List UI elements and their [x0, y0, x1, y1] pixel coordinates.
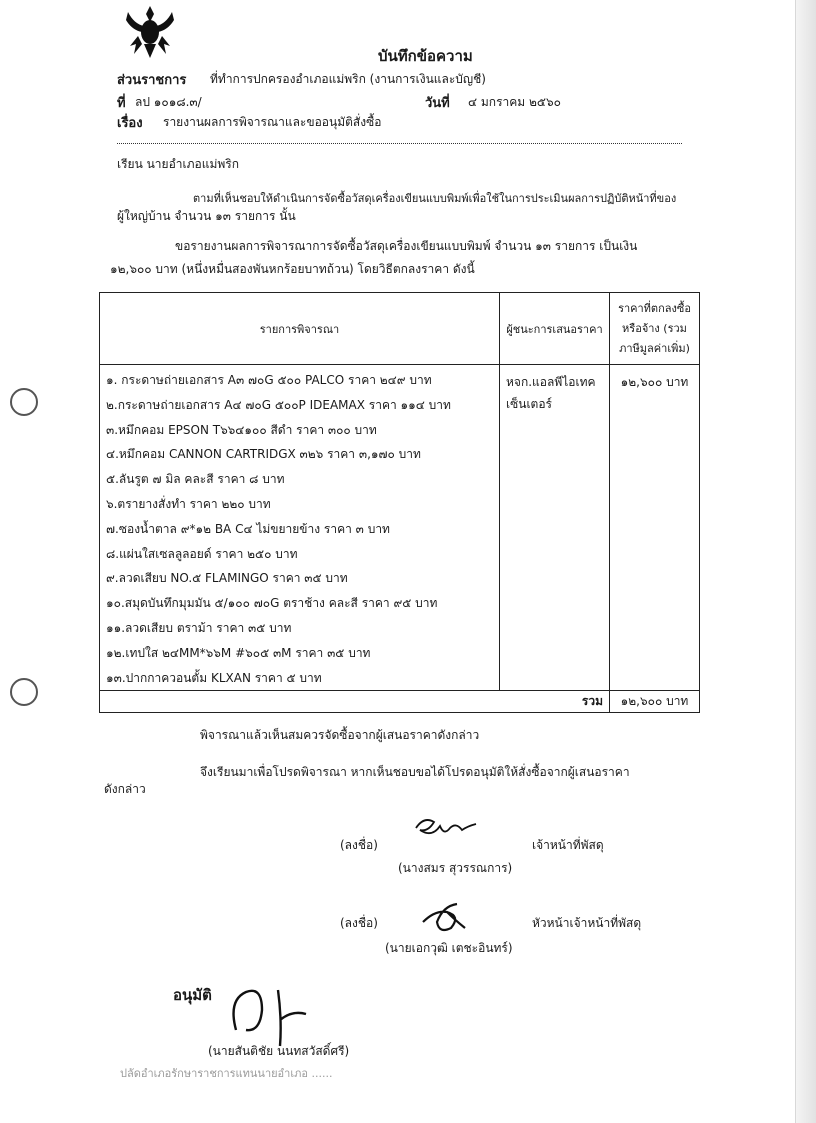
table-body-row — [100, 365, 700, 691]
list-item: ๑๓.ปากกาควอนตั้ม KLXAN ราคา ๕ บาท — [106, 670, 322, 685]
list-item: ๑. กระดาษถ่ายเอกสาร A๓ ๗๐G ๕๐๐ PALCO ราคา ๒๔๙ บาท — [106, 373, 432, 387]
list-item: ๑๒.เทปใส ๒๔MM*๖๖M #๖๐๕ ๓M ราคา ๓๕ บาท — [106, 645, 371, 660]
signature-1 — [410, 812, 480, 846]
approver-title: ปลัดอำเภอรักษาราชการแทนนายอำเภอ ...... — [120, 1067, 333, 1080]
signature-2 — [415, 898, 475, 938]
items-table — [99, 292, 700, 713]
ref-value: ลป ๑๐๑๘.๓/ — [135, 95, 202, 109]
column-header-winner: ผู้ชนะการเสนอราคา — [500, 293, 610, 365]
paragraph-2-line-2: ๑๒,๖๐๐ บาท (หนึ่งหมื่นสองพันหกร้อยบาทถ้วน) โดยวิธีตกลงราคา ดังนี้ — [110, 262, 475, 276]
list-item: ๓.หมึกคอม EPSON T๖๖๔๑๐๐ สีดำ ราคา ๓๐๐ บาท — [106, 422, 377, 437]
price-cell: ๑๒,๖๐๐ บาท — [610, 365, 700, 691]
signer-1-title: เจ้าหน้าที่พัสดุ — [532, 838, 604, 852]
sign-label-1: (ลงชื่อ) — [340, 838, 378, 852]
table-total-row — [100, 691, 700, 713]
agency-label: ส่วนราชการ — [117, 73, 187, 88]
paragraph-1-line-1: ตามที่เห็นชอบให้ดำเนินการจัดซื้อวัสดุเครื่องเขียนแบบพิมพ์เพื่อใช้ในการประเมินผลการปฏิบัติหน้าที่ของ — [193, 192, 677, 205]
binder-hole — [10, 388, 38, 416]
list-item: ๙.ลวดเสียบ NO.๕ FLAMINGO ราคา ๓๕ บาท — [106, 571, 348, 586]
binder-hole — [10, 678, 38, 706]
winner-name-line-2: เซ็นเตอร์ — [506, 397, 552, 411]
column-header-price: ราคาที่ตกลงซื้อ หรือจ้าง (รวม ภาษีมูลค่าเพิ่ม) — [610, 293, 700, 365]
items-list — [100, 365, 500, 691]
agency-value: ที่ทำการปกครองอำเภอแม่พริก (งานการเงินและบัญชี) — [210, 72, 486, 86]
closing-line-3: ดังกล่าว — [104, 782, 146, 796]
signer-2-title: หัวหน้าเจ้าหน้าที่พัสดุ — [532, 916, 642, 930]
signer-1-name: (นางสมร สุวรรณการ) — [398, 861, 513, 875]
subject-value: รายงานผลการพิจารณาและขออนุมัติสั่งซื้อ — [163, 115, 382, 129]
next-page-edge — [795, 0, 816, 1123]
garuda-emblem-icon — [120, 2, 180, 60]
column-header-items: รายการพิจารณา — [100, 293, 500, 365]
signer-2-name: (นายเอกวุฒิ เตชะอินทร์) — [385, 941, 513, 955]
list-item: ๗.ซองน้ำตาล ๙*๑๒ BA C๔ ไม่ขยายข้าง ราคา ๓ บาท — [106, 521, 390, 536]
salutation: เรียน นายอำเภอแม่พริก — [117, 157, 239, 171]
date-label: วันที่ — [425, 96, 450, 111]
winner-name-line-1: หจก.แอลพีไอเทค — [506, 375, 596, 389]
approver-signature — [222, 980, 312, 1050]
date-value: ๔ มกราคม ๒๕๖๐ — [468, 95, 561, 109]
list-item: ๑๐.สมุดบันทึกมุมมัน ๕/๑๐๐ ๗๐G ตราช้าง คละสี ราคา ๙๕ บาท — [106, 596, 438, 611]
total-label: รวม — [100, 691, 610, 713]
subject-label: เรื่อง — [117, 116, 143, 131]
approve-label: อนุมัติ — [173, 986, 212, 1004]
memo-title: บันทึกข้อความ — [378, 47, 473, 65]
list-item: ๒.กระดาษถ่ายเอกสาร A๔ ๗๐G ๕๐๐P IDEAMAX ราคา ๑๑๔ บาท — [106, 397, 451, 412]
ref-label: ที่ — [117, 96, 126, 111]
header-divider — [117, 143, 682, 144]
table-header-row — [100, 293, 700, 365]
sign-label-2: (ลงชื่อ) — [340, 916, 378, 930]
list-item: ๔.หมึกคอม CANNON CARTRIDGX ๓๒๖ ราคา ๓,๑๗๐ บาท — [106, 447, 421, 462]
approver-name: (นายสันติชัย นนทสวัสดิ์ศรี) — [208, 1044, 350, 1058]
list-item: ๘.แผ่นใสเซลลูลอยด์ ราคา ๒๕๐ บาท — [106, 546, 298, 561]
total-value: ๑๒,๖๐๐ บาท — [610, 691, 700, 713]
closing-line-2: จึงเรียนมาเพื่อโปรดพิจารณา หากเห็นชอบขอได้โปรดอนุมัติให้สั่งซื้อจากผู้เสนอราคา — [200, 765, 630, 779]
list-item: ๖.ตรายางสั่งทำ ราคา ๒๒๐ บาท — [106, 496, 271, 511]
closing-line-1: พิจารณาแล้วเห็นสมควรจัดซื้อจากผู้เสนอราคาดังกล่าว — [200, 728, 480, 742]
list-item: ๕.ลันรูต ๗ มิล คละสี ราคา ๘ บาท — [106, 472, 285, 487]
winner-cell — [500, 365, 610, 691]
list-item: ๑๑.ลวดเสียบ ตราม้า ราคา ๓๕ บาท — [106, 620, 292, 635]
paragraph-2-line-1: ขอรายงานผลการพิจารณาการจัดซื้อวัสดุเครื่องเขียนแบบพิมพ์ จำนวน ๑๓ รายการ เป็นเงิน — [175, 239, 638, 253]
paragraph-1-line-2: ผู้ใหญ่บ้าน จำนวน ๑๓ รายการ นั้น — [117, 209, 296, 223]
